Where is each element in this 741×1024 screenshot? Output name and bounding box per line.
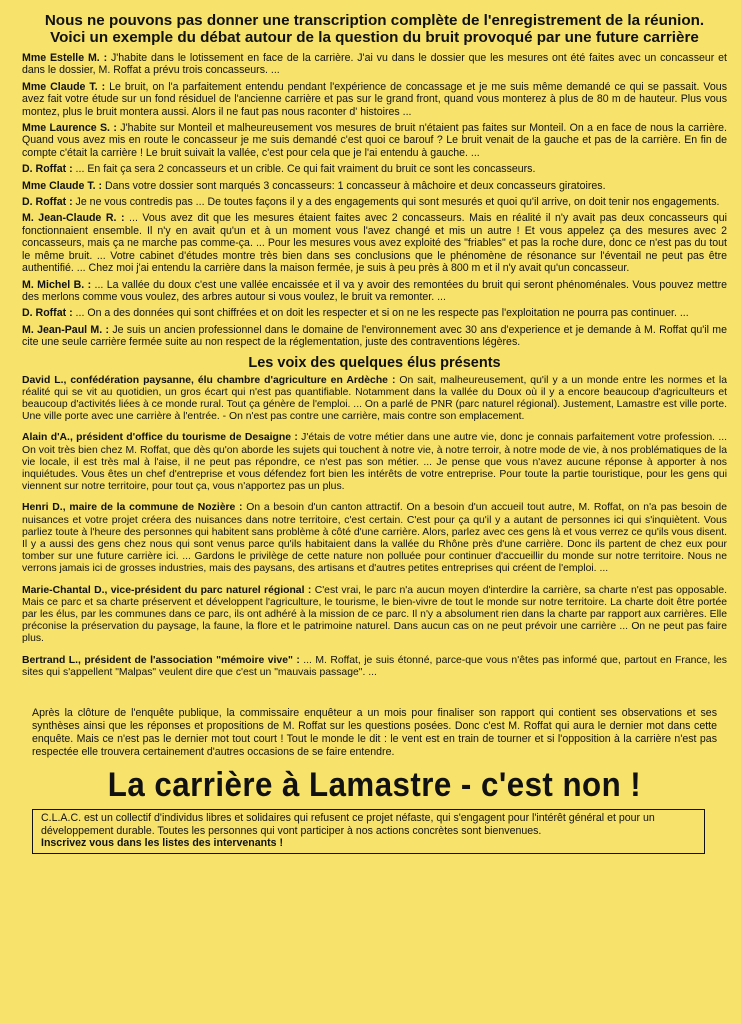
speaker-name: M. Michel B. : xyxy=(22,278,92,291)
intro-line-2: Voici un exemple du débat autour de la question du bruit provoqué par une future carrière xyxy=(50,29,699,46)
speaker-name: Alain d'A., président d'office du tourisme de Desaigne : xyxy=(22,432,298,444)
intro-line-1: Nous ne pouvons pas donner une transcription complète de l'enregistrement de la réunion. xyxy=(44,12,705,29)
clac-info-box xyxy=(32,809,705,854)
elu-entry xyxy=(22,502,727,575)
speaker-statement: Je suis un ancien professionnel dans le domaine de l'environnement avec 30 ans d'experience et je demande à M. Roffat qu'il me cite une seule carrière fermée suite au non respect de la réglementation, juste des contraventions légères. xyxy=(22,323,727,349)
speaker-statement: ... La vallée du doux c'est une vallée encaissée et il va y avoir des remontées du bruit qui seront phénoménales. Vous pouvez mettre des merlons comme vous voulez, des arbres autour si vous voulez, le bruit va remonter. ... xyxy=(22,278,728,303)
speaker-name: D. Roffat : xyxy=(22,307,73,320)
speaker-name: D. Roffat : xyxy=(22,196,73,209)
speaker-statement: On sait, malheureusement, qu'il y a un monde entre les normes et la réalité qui se vit au quotidien, un gros écart qui n'est pas quantifiable. Notamment dans la vallée du Doux où il y a encore beaucoup d'agriculteurs et beaucoup d'activités liées à ce monde rural. Tout ça génère de l'emploi. ... On a parlé de PNR (parc naturel régional). Justement, Lamastre est ville porte. Une ville porte avec une carrière à l'entrée. - On n'est pas contre une carrière, mais contre son emplacement. xyxy=(22,374,727,423)
debate-entry xyxy=(22,279,727,304)
speaker-statement: ... On a des données qui sont chiffrées et on doit les respecter et si on ne les respecte pas l'exploitation ne pourra pas continuer. ... xyxy=(72,307,689,320)
speaker-statement: C'est vrai, le parc n'a aucun moyen d'interdire la carrière, sa charte n'est pas opposable. Mais ce parc et sa charte préservent et développent l'agriculture, le tourisme, le bien-vivre de tout le monde sur notre territoire. La charte doit être portée par les élus, par les communes dans ce parc, ils ont adhéré à la mission de ce parc. Il n'y a absolument rien dans la charte par rapport aux carrières. Elle préconise la préservation du paysage, la faune, la flore et le patrimoine naturel. Dans aucun cas on ne peut prévoir une carrière ... On ne peut pas faire plus. xyxy=(22,584,727,645)
elu-entry xyxy=(22,655,727,679)
speaker-statement: ... En fait ça sera 2 concasseurs et un crible. Ce qui fait vraiment du bruit ce sont les concasseurs. xyxy=(72,163,536,176)
speaker-statement: Je ne vous contredis pas ... De toutes façons il y a des engagements qui sont mesurés et quoi qu'il arrive, on doit tenir nos engagements. xyxy=(72,196,720,209)
speaker-name: M. Jean-Paul M. : xyxy=(22,323,110,336)
speaker-name: Mme Claude T. : xyxy=(22,80,106,93)
speaker-name: Mme Estelle M. : xyxy=(22,52,108,64)
elus-section xyxy=(22,375,727,679)
debate-entry xyxy=(22,324,727,349)
speaker-statement: ... Vous avez dit que les mesures étaient faites avec 2 concasseurs. Mais en réalité il n'y avait pas deux concasseurs qui fonctionnaient ensemble. Il n'y en avait qu'un et à un moment vous l'avez changé et mis un autre ! Et vous appelez ça des mesures avec 2 concasseurs, mais ça ne marche pas comme-ça. ... Pour les mesures vous avez exploité des "friables" et pas la roche dure, donc ce n'est pas du tout le même bruit. ... Votre cabinet d'études montre très bien dans ses conclusions que le phénomène de résonance sur l'éventail ne peut pas être authentifié. ... Chez moi j'ai entendu la carrière dans la maison fermée, je suis à peu près à 800 m et il n'y avait qu'un concasseur. xyxy=(22,212,727,275)
speaker-statement: On a besoin d'un canton attractif. On a besoin d'un accueil tout autre, M. Roffat, on n'a pas besoin de nuisances et votre projet créera des nuisances dans notre territoire, c'est certain. C'est pour ça qu'il y a autant de personnes ici qui s'inquiètent. Vous parliez toute à l'heure des personnes qui habitent sans problème à côté d'une carrière. Alors, parlez avec ces gens là et vous verrez ce qu'ils vous disent. Il y a aussi des gens chez nous qui sont venus parce qu'ils habitaient dans la vallée du Rhône près d'une carrière. Donc ils partent de chez eux pour tomber sur une future carrière ici. ... Gardons le privilège de cette nature non polluée pour continuer d'accueillir du monde sur notre territoire. Nous ne verrons jamais ici de grosses industries, mais des paysans, des artisans et d'autres petites entreprises qui créent de l'emploi. ... xyxy=(22,502,727,575)
debate-entry xyxy=(22,52,727,77)
elu-entry xyxy=(22,585,727,646)
debate-entry xyxy=(22,163,727,175)
speaker-statement: J'habite dans le lotissement en face de la carrière. J'ai vu dans le dossier que les mesures ont été faites avec un concasseur et dans le dossier, M. Roffat a prévu trois concasseurs. ... xyxy=(22,52,727,77)
elu-entry xyxy=(22,375,727,424)
closing-paragraph: Après la clôture de l'enquête publique, la commissaire enquêteur a un mois pour finaliser son rapport qui contient ses observations et ses synthèses ainsi que les réponses et propositions de M. Roffat sur les questions posées. Donc c'est M. Roffat qui aura le dernier mot dans cette enquête. Mais ce n'est pas le dernier mot tout court ! Tout le monde le dit : le vent est en train de tourner et si l'opposition à la carrière n'est pas respectée elle trouvera certainement d'autres occasions de se faire entendre. xyxy=(32,707,717,758)
slogan-headline: La carrière à Lamastre - c'est non ! xyxy=(107,766,642,804)
debate-section xyxy=(22,52,727,349)
speaker-name: David L., confédération paysanne, élu chambre d'agriculture en Ardèche : xyxy=(22,374,396,386)
speaker-statement: ... M. Roffat, je suis étonné, parce-que vous n'êtes pas informé que, partout en France, les sites qui s'appellent "Malpas" veulent dire que c'est un "mauvais passage". ... xyxy=(22,654,727,678)
debate-entry xyxy=(22,81,727,118)
debate-entry xyxy=(22,196,727,208)
speaker-statement: J'étais de votre métier dans une autre vie, donc je connais parfaitement votre profession. ... On voit très bien chez M. Roffat, que dès qu'on aborde les sujets qui touchent à notre vie, à notre terroir, à notre mode de vie, à nos problématiques de la vie locale, il est très mal à l'aise, il ne peut pas répondre, ce n'est pas son métier. ... Je pense que vous n'avez aucune réponse à apporter à nos inquiétudes. Vous êtes un chef d'entreprise et vous défendez fort bien les intérêts de votre entreprise. Pour toute la partie touristique, pour les gens qui viennent sur notre territoire, pour tout ça, vous n'apportez pas un plus. xyxy=(22,432,727,493)
speaker-statement: J'habite sur Monteil et malheureusement vos mesures de bruit n'étaient pas faites sur Monteil. On a en face de nous la carrière. Quand vous avez mis en route le concasseur je me suis demandé c'est quoi ce barouf ? Le bruit venait de la gauche et pas de la carrière. En fin de compte c'était la carrière ! Le bruit suivait la vallée, c'est pour cela que je l'ai entendu à gauche. ... xyxy=(22,122,727,159)
speaker-name: Mme Claude T. : xyxy=(22,179,103,192)
debate-entry xyxy=(22,122,727,159)
speaker-statement: Le bruit, on l'a parfaitement entendu pendant l'expérience de concassage et je me suis même demandé ce qui se passait. Vous avez fait votre étude sur un fond résiduel de l'ancienne carrière et pas sur le grand front, quand vous monterez à plus de 80 m de hauteur. Plus vous montez, plus le bruit montera aussi. Alors il ne faut pas nous raconter d' histoires ... xyxy=(22,80,727,118)
elus-heading: Les voix des quelques élus présents xyxy=(248,354,501,371)
speaker-statement: Dans votre dossier sont marqués 3 concasseurs: 1 concasseur à mâchoire et deux concasseurs giratoires. xyxy=(102,179,606,192)
speaker-name: Marie-Chantal D., vice-président du parc naturel régional : xyxy=(22,584,312,596)
debate-entry xyxy=(22,307,727,319)
speaker-name: Henri D., maire de la commune de Nozière : xyxy=(22,502,243,514)
clac-call-to-action: Inscrivez vous dans les listes des intervenants ! xyxy=(41,837,283,850)
debate-entry xyxy=(22,180,727,192)
clac-text: C.L.A.C. est un collectif d'individus libres et solidaires qui refusent ce projet néfaste, qui s'engagent pour l'intérêt général et pour un développement durable. Toutes les personnes qui vont participer à nos actions concrètes sont bienvenues. xyxy=(41,812,655,837)
debate-entry xyxy=(22,212,727,274)
speaker-name: D. Roffat : xyxy=(22,163,73,176)
intro-heading xyxy=(22,12,727,46)
speaker-name: Mme Laurence S. : xyxy=(22,122,117,135)
elu-entry xyxy=(22,432,727,493)
speaker-name: Bertrand L., président de l'association "mémoire vive" : xyxy=(22,654,300,666)
speaker-name: M. Jean-Claude R. : xyxy=(22,212,125,225)
